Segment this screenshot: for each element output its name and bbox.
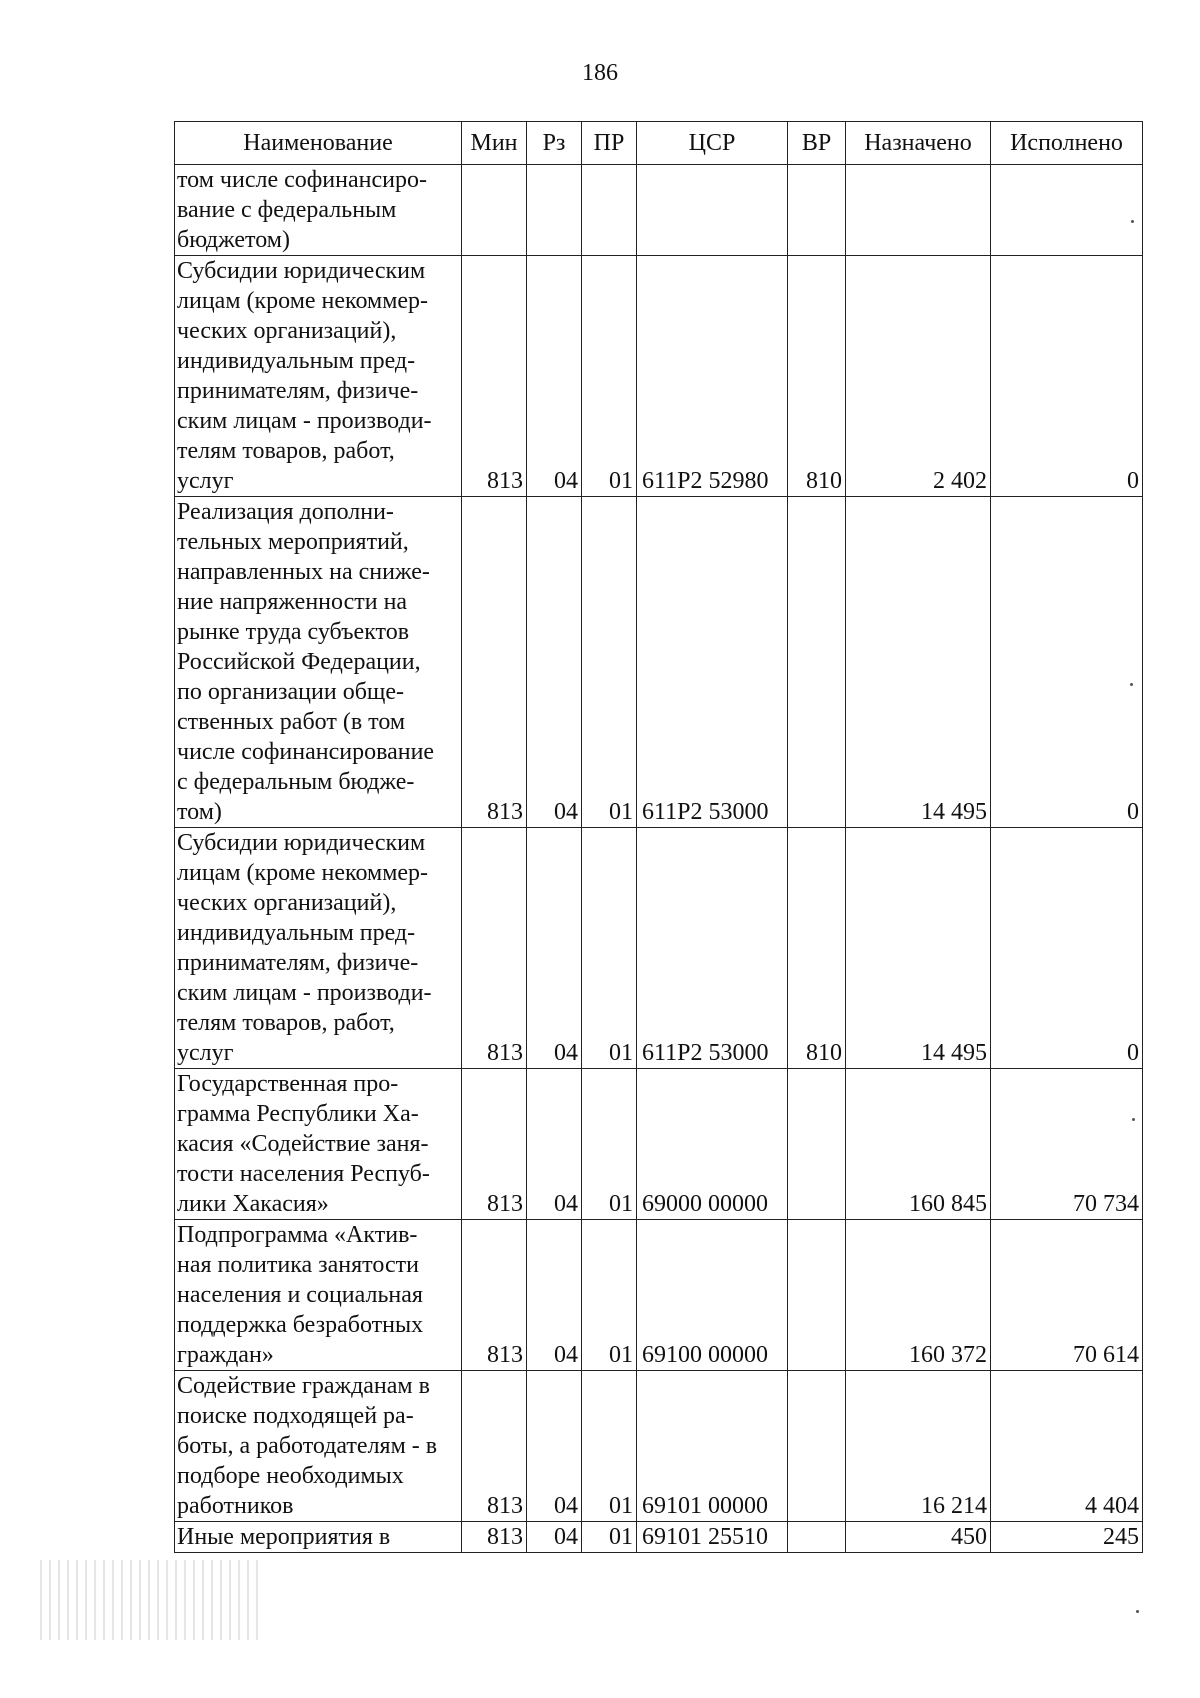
cell-rz [527,165,582,256]
table-row [175,165,1143,256]
cell-rz: 04 [527,256,582,497]
cell-csr: 69100 00000 [637,1220,788,1371]
cell-assigned: 160 845 [846,1069,991,1220]
cell-csr: 611Р2 52980 [637,256,788,497]
header-assigned: Назначено [846,122,991,165]
table-row [175,256,1143,497]
cell-name: Подпрограмма «Актив- ная политика занятости населения и социальная поддержка безработных граждан» [175,1220,462,1371]
cell-executed: 0 [991,828,1143,1069]
cell-name: Иные мероприятия в [175,1522,462,1553]
cell-executed: 0 [991,497,1143,828]
cell-name: Государственная про- грамма Республики Ха- касия «Содействие заня- тости населения Респуб- лики Хакасия» [175,1069,462,1220]
cell-rz: 04 [527,497,582,828]
header-executed: Исполнено [991,122,1143,165]
cell-executed: 70 734 [991,1069,1143,1220]
cell-name: том числе софинансиро- вание с федеральным бюджетом) [175,165,462,256]
cell-name: Содействие гражданам в поиске подходящей ра- боты, а работодателям - в подборе необходимых работников [175,1371,462,1522]
cell-assigned: 14 495 [846,497,991,828]
table-header-row [175,122,1143,165]
cell-min: 813 [462,1220,527,1371]
scan-noise-artifact [40,1560,260,1640]
cell-assigned [846,165,991,256]
budget-table [174,121,1143,1553]
page-number: 186 [582,60,618,86]
cell-name: Субсидии юридическим лицам (кроме некоммер- ческих организаций), индивидуальным пред- принимателям, физиче- ским лицам - производи- телям товаров, работ, услуг [175,828,462,1069]
cell-name: Субсидии юридическим лицам (кроме некоммер- ческих организаций), индивидуальным пред- принимателям, физиче- ским лицам - производи- телям товаров, работ, услуг [175,256,462,497]
cell-vr [788,1069,846,1220]
cell-executed: 0 [991,256,1143,497]
table-row [175,828,1143,1069]
cell-assigned: 450 [846,1522,991,1553]
cell-executed [991,165,1143,256]
scan-speck [1132,1118,1135,1121]
table-row [175,1220,1143,1371]
cell-vr [788,1220,846,1371]
cell-min: 813 [462,256,527,497]
cell-executed: 245 [991,1522,1143,1553]
cell-pr: 01 [582,1522,637,1553]
cell-min: 813 [462,1522,527,1553]
cell-assigned: 16 214 [846,1371,991,1522]
scan-speck [1130,683,1133,686]
cell-csr: 69101 00000 [637,1371,788,1522]
cell-rz: 04 [527,1522,582,1553]
cell-rz: 04 [527,1371,582,1522]
cell-pr: 01 [582,497,637,828]
cell-vr [788,1522,846,1553]
cell-min [462,165,527,256]
header-name: Наименование [175,122,462,165]
cell-vr [788,165,846,256]
cell-min: 813 [462,828,527,1069]
header-rz: Рз [527,122,582,165]
cell-min: 813 [462,1371,527,1522]
header-min: Мин [462,122,527,165]
cell-rz: 04 [527,828,582,1069]
table-row [175,1371,1143,1522]
cell-vr: 810 [788,256,846,497]
cell-csr: 69101 25510 [637,1522,788,1553]
cell-csr: 611Р2 53000 [637,497,788,828]
cell-assigned: 14 495 [846,828,991,1069]
table-row [175,1522,1143,1553]
scan-speck [1131,220,1134,223]
cell-assigned: 2 402 [846,256,991,497]
cell-pr: 01 [582,256,637,497]
cell-assigned: 160 372 [846,1220,991,1371]
cell-rz: 04 [527,1220,582,1371]
table-row [175,1069,1143,1220]
scan-speck [1136,1610,1139,1613]
cell-min: 813 [462,1069,527,1220]
cell-csr: 611Р2 53000 [637,828,788,1069]
cell-rz: 04 [527,1069,582,1220]
cell-pr: 01 [582,1371,637,1522]
cell-vr [788,1371,846,1522]
cell-executed: 4 404 [991,1371,1143,1522]
header-pr: ПР [582,122,637,165]
header-csr: ЦСР [637,122,788,165]
cell-csr: 69000 00000 [637,1069,788,1220]
cell-pr: 01 [582,1069,637,1220]
cell-vr: 810 [788,828,846,1069]
header-vr: ВР [788,122,846,165]
cell-min: 813 [462,497,527,828]
cell-pr: 01 [582,828,637,1069]
cell-csr [637,165,788,256]
cell-name: Реализация дополни- тельных мероприятий, направленных на сниже- ние напряженности на рынке труда субъектов Российской Федерации, по организации обще- ственных работ (в том числе софинансирование с федеральным бюдже- том) [175,497,462,828]
cell-executed: 70 614 [991,1220,1143,1371]
cell-pr [582,165,637,256]
table-row [175,497,1143,828]
cell-vr [788,497,846,828]
cell-pr: 01 [582,1220,637,1371]
